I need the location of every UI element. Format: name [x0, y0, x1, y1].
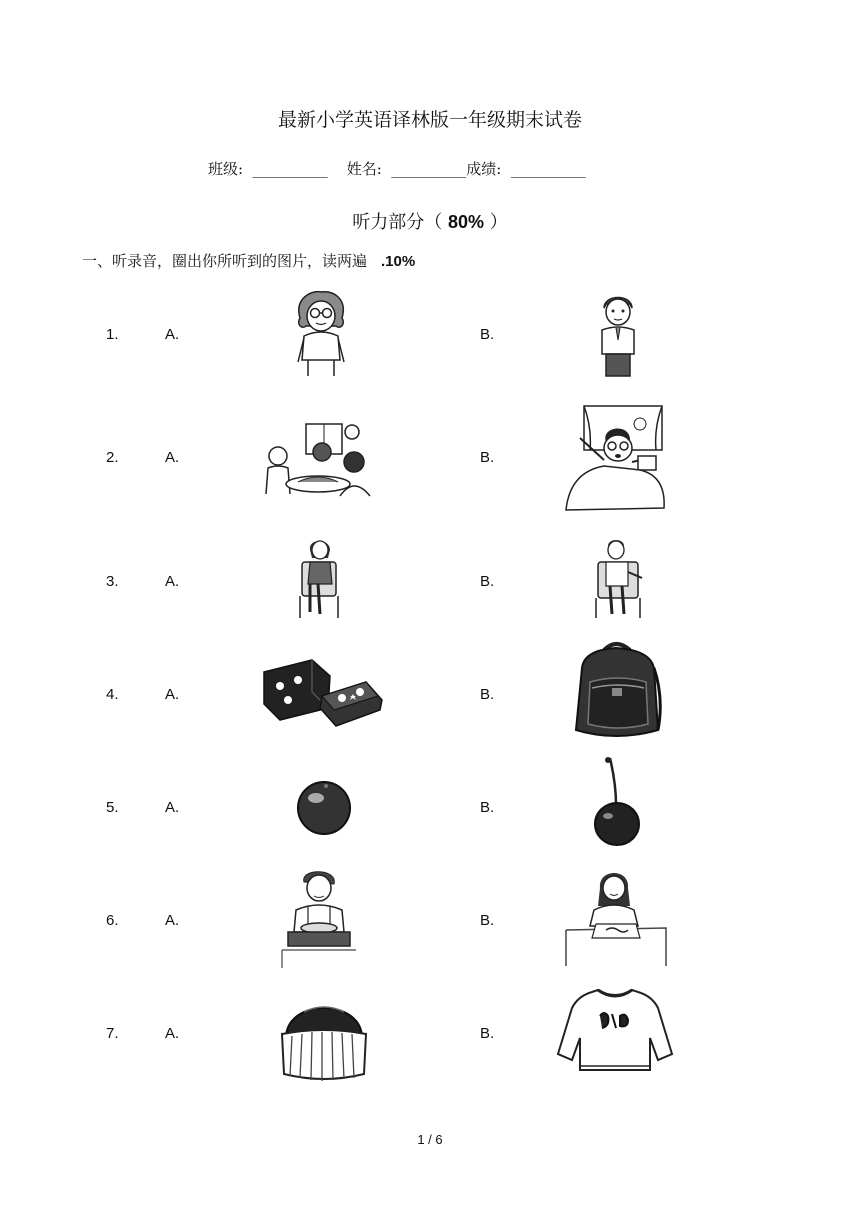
option-a-label: A.: [165, 449, 180, 466]
option-b-label: B.: [480, 1025, 495, 1042]
student-info-line: [208, 158, 586, 179]
option-b-label: B.: [480, 573, 495, 590]
page-indicator: 1 / 6: [417, 1132, 443, 1147]
option-b-label: B.: [480, 449, 495, 466]
option-b-label: B.: [480, 326, 495, 343]
question-number: 2.: [106, 449, 119, 466]
option-a-label: A.: [165, 326, 180, 343]
option-b-label: B.: [480, 799, 495, 816]
boy-icon[interactable]: [596, 292, 640, 380]
question-number: 4.: [106, 686, 119, 703]
page-title: 最新小学英语译林版一年级期末试卷: [277, 109, 582, 131]
name-blank: __________: [391, 160, 467, 178]
family-dinner-icon[interactable]: [258, 420, 386, 500]
name-label: 姓名:: [346, 160, 382, 178]
section-label: 听力部分（: [352, 212, 443, 233]
pencil-box-icon[interactable]: [258, 656, 384, 730]
question-number: 7.: [106, 1025, 119, 1042]
score-blank: __________: [510, 160, 586, 178]
option-a-label: A.: [165, 799, 180, 816]
question-number: 6.: [106, 912, 119, 929]
instruction-score: .10%: [381, 253, 416, 270]
woman-cooking-icon[interactable]: [278, 868, 360, 970]
instruction-text: 一、听录音，圈出你所听到的图片，读两遍: [82, 252, 368, 270]
class-blank: __________: [252, 160, 328, 178]
orange-icon[interactable]: [294, 778, 354, 836]
section-percent: 80%: [447, 212, 485, 232]
man-sitting-icon[interactable]: [590, 536, 646, 620]
option-a-label: A.: [165, 912, 180, 929]
section-close: ）: [489, 212, 508, 233]
cherry-icon[interactable]: [592, 754, 642, 848]
question-number: 3.: [106, 573, 119, 590]
option-a-label: A.: [165, 686, 180, 703]
question-number: 1.: [106, 326, 119, 343]
girl-drawing-icon[interactable]: [562, 866, 670, 970]
score-label: 成绩:: [466, 160, 502, 178]
class-label: 班级:: [208, 160, 244, 178]
hat-icon[interactable]: [276, 988, 372, 1084]
option-a-label: A.: [165, 573, 180, 590]
section-heading: [0, 208, 860, 234]
school-bag-icon[interactable]: [570, 638, 664, 742]
option-a-label: A.: [165, 1025, 180, 1042]
sweater-icon[interactable]: [554, 982, 676, 1074]
woman-sitting-icon[interactable]: [296, 536, 344, 620]
question-number: 5.: [106, 799, 119, 816]
instruction: [82, 250, 415, 271]
option-b-label: B.: [480, 686, 495, 703]
girl-with-glasses-icon[interactable]: [290, 290, 352, 378]
girl-waking-up-icon[interactable]: [560, 402, 668, 512]
option-b-label: B.: [480, 912, 495, 929]
